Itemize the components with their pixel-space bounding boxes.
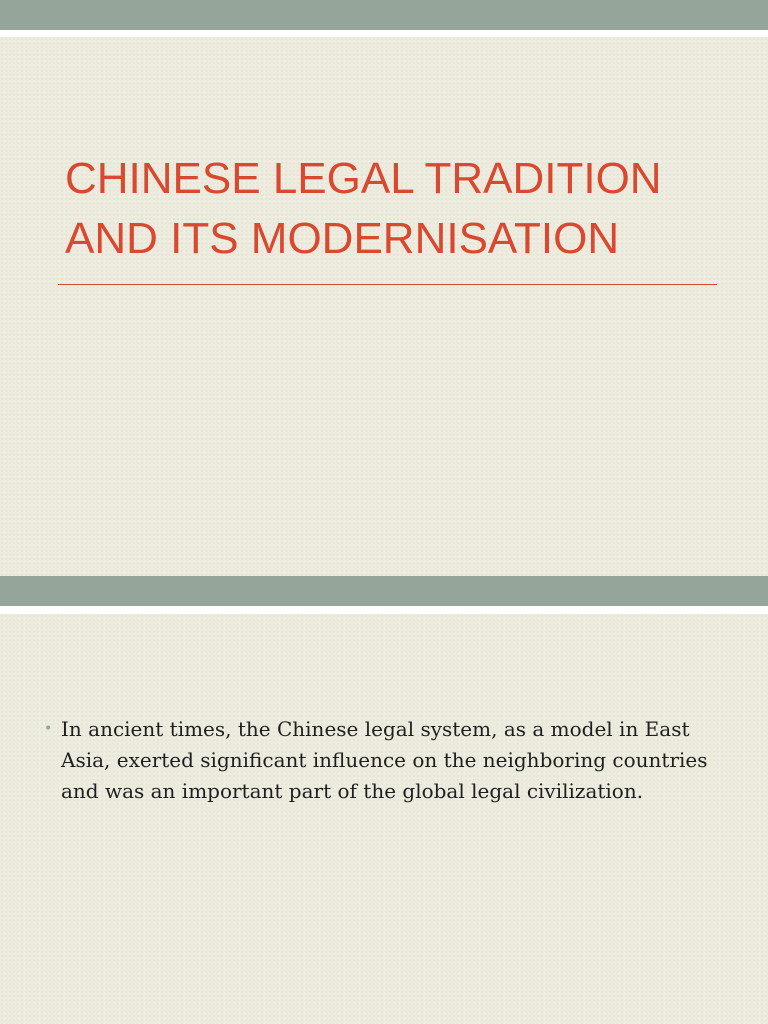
title-slide	[0, 37, 768, 576]
bullet-item	[44, 714, 734, 807]
title-underline	[58, 284, 717, 285]
bullet-icon: •	[44, 721, 53, 737]
content-slide	[0, 614, 768, 1024]
bullet-text: In ancient times, the Chinese legal system, as a model in East Asia, exerted significant influence on the neighboring countries and was an important part of the global legal civilization.	[61, 717, 708, 803]
top-band	[0, 0, 768, 30]
bullet-list	[44, 714, 734, 807]
slide-title: CHINESE LEGAL TRADITION AND ITS MODERNISATION	[65, 154, 662, 263]
slide-separator-band	[0, 576, 768, 606]
